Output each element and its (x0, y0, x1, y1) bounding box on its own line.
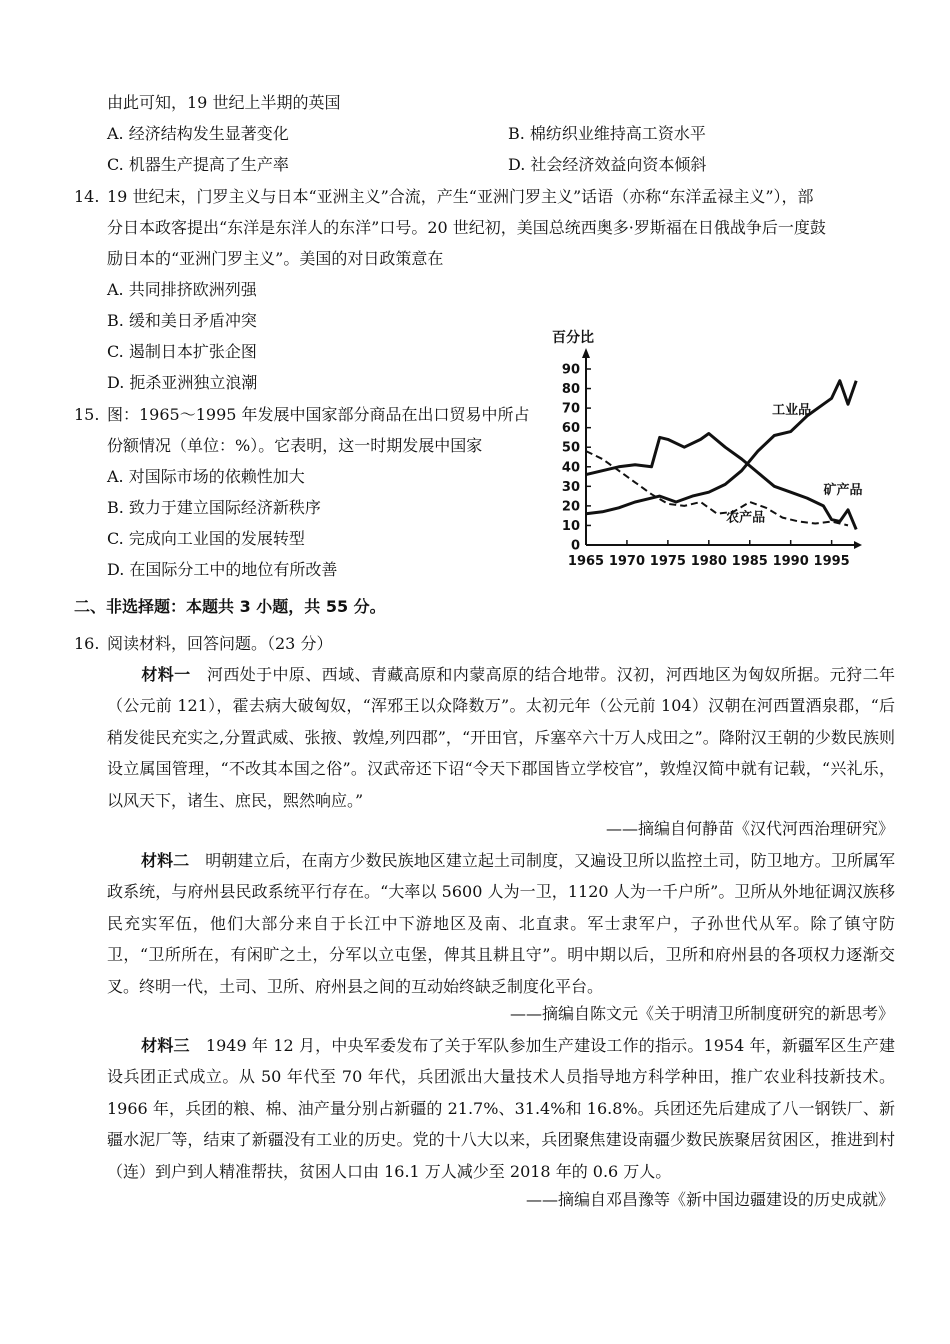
series-label-3: 农产品 (726, 510, 766, 526)
x-tick-label: 1995 (813, 554, 850, 569)
material-3-text: 1949 年 12 月，中央军委发布了关于军队参加生产建设工作的指示。1954 年，新疆军区生产建设兵团正式成立。从 50 年代至 70 年代，兵团派出大量技术人员指导地方科学种田，推广农业科技新技术。1966 年，兵团的粮、棉、油产量分别占新疆的 21.7%、31.4%和 16.8%。兵团还先后建成了八一钢铁厂、新疆水泥厂等，结束了新疆没有工业的历史。党的十八大以来，兵团聚焦建设南疆少数民族聚居贫困区，推进到村（连）到户到人精准帮扶，贫困人口由 16.1 万人减少至 2018 年的 0.6 万人。 (107, 1036, 895, 1181)
material-3 (107, 1030, 895, 1187)
material-2 (107, 845, 895, 1002)
q14-number: 14. (74, 187, 100, 206)
q13-option-a[interactable]: A. 经济结构发生显著变化 (107, 124, 289, 143)
q15-stem-line: 份额情况（单位：%）。它表明，这一时期发展中国家 (107, 436, 483, 455)
y-tick-label: 80 (561, 382, 580, 398)
q14-option-c[interactable]: C. 遏制日本扩张企图 (107, 342, 257, 361)
q14-option-d[interactable]: D. 扼杀亚洲独立浪潮 (107, 373, 258, 392)
y-tick-label: 20 (561, 499, 580, 515)
material-3-label: 材料三 (141, 1036, 190, 1055)
q14-stem-line: 19 世纪末，门罗主义与日本“亚洲主义”合流，产生“亚洲门罗主义”话语（亦称“东洋孟禄主义”），部 (107, 187, 814, 206)
q13-option-c[interactable]: C. 机器生产提高了生产率 (107, 155, 289, 174)
y-tick-label: 70 (561, 401, 580, 417)
export-share-line-chart (548, 322, 878, 578)
material-3-source: ——摘编自邓昌豫等《新中国边疆建设的历史成就》 (525, 1190, 894, 1209)
material-1-text: 河西处于中原、西域、青藏高原和内蒙高原的结合地带。汉初，河西地区为匈奴所据。元狩二年（公元前 121），霍去病大破匈奴，“浑邪王以众降数万”。太初元年（公元前 104）汉朝在河西置酒泉郡，“后稍发徙民充实之,分置武威、张掖、敦煌,列四郡”，“开田官，斥塞卒六十万人戍田之”。降附汉王朝的少数民族则设立属国管理，“不改其本国之俗”。汉武帝还下诏“令天下郡国皆立学校官”，敦煌汉简中就有记载，“兴礼乐，以风天下，诸生、庶民，煕然响应。” (107, 665, 895, 810)
material-2-source: ——摘编自陈文元《关于明清卫所制度研究的新思考》 (509, 1004, 894, 1023)
y-tick-label: 10 (561, 518, 580, 534)
y-tick-label: 90 (561, 362, 580, 378)
q13-option-b[interactable]: B. 棉纺织业维持高工资水平 (508, 124, 706, 143)
q13-stem-end: 由此可知，19 世纪上半期的英国 (107, 93, 341, 112)
x-tick-label: 1975 (649, 554, 686, 569)
q14-stem-line: 分日本政客提出“东洋是东洋人的东洋”口号。20 世纪初，美国总统西奥多·罗斯福在日俄战争后一度鼓 (107, 218, 826, 237)
q14-stem-line: 励日本的“亚洲门罗主义”。美国的对日政策意在 (107, 249, 444, 268)
y-tick-label: 0 (570, 538, 580, 554)
x-tick-label: 1985 (731, 554, 768, 569)
material-2-label: 材料二 (141, 851, 190, 870)
x-tick-label: 1970 (608, 554, 646, 569)
material-1-source: ——摘编自何静苗《汉代河西治理研究》 (605, 819, 894, 838)
series-label-2: 矿产品 (823, 483, 863, 499)
q15-option-b[interactable]: B. 致力于建立国际经济新秩序 (107, 498, 321, 517)
y-tick-label: 50 (561, 440, 580, 456)
q15-number: 15. (74, 405, 100, 424)
y-tick-label: 30 (561, 479, 580, 495)
material-1 (107, 659, 895, 816)
q15-option-d[interactable]: D. 在国际分工中的地位有所改善 (107, 560, 338, 579)
q16-stem: 阅读材料，回答问题。（23 分） (107, 634, 333, 653)
series-label-1: 工业品 (772, 402, 812, 418)
material-2-text: 明朝建立后，在南方少数民族地区建立起土司制度，又遍设卫所以监控土司，防卫地方。卫所属军政系统，与府州县民政系统平行存在。“大率以 5600 人为一卫，1120 人为一千户所”。卫所从外地征调汉族移民充实军伍，他们大部分来自于长江中下游地区及南、北直隶。军士隶军户，子孙世代从军。除了镇守防卫，“卫所所在，有闲旷之土，分军以立屯堡，俾其且耕且守”。明中期以后，卫所和府州县的各项权力逐渐交叉。终明一代，土司、卫所、府州县之间的互动始终缺乏制度化平台。 (107, 851, 895, 996)
x-axis-arrow (854, 541, 862, 549)
q13-option-d[interactable]: D. 社会经济效益向资本倾斜 (508, 155, 707, 174)
q15-stem-line: 图：1965～1995 年发展中国家部分商品在出口贸易中所占 (107, 405, 530, 424)
x-tick-label: 1990 (772, 554, 809, 569)
series-line-2 (586, 434, 856, 530)
x-tick-label: 1965 (567, 554, 605, 569)
q15-option-a[interactable]: A. 对国际市场的依赖性加大 (107, 467, 305, 486)
q15-option-c[interactable]: C. 完成向工业国的发展转型 (107, 529, 305, 548)
y-axis-arrow (582, 348, 590, 358)
y-tick-label: 40 (561, 460, 580, 476)
section2-title: 二、非选择题：本题共 3 小题，共 55 分。 (74, 597, 386, 616)
y-axis-title: 百分比 (552, 330, 594, 346)
y-tick-label: 60 (561, 421, 580, 437)
q14-option-a[interactable]: A. 共同排挤欧洲列强 (107, 280, 257, 299)
series-line-1 (586, 381, 856, 514)
material-1-label: 材料一 (141, 665, 191, 684)
x-tick-label: 1980 (690, 554, 727, 569)
q16-number: 16. (74, 634, 100, 653)
q14-option-b[interactable]: B. 缓和美日矛盾冲突 (107, 311, 257, 330)
